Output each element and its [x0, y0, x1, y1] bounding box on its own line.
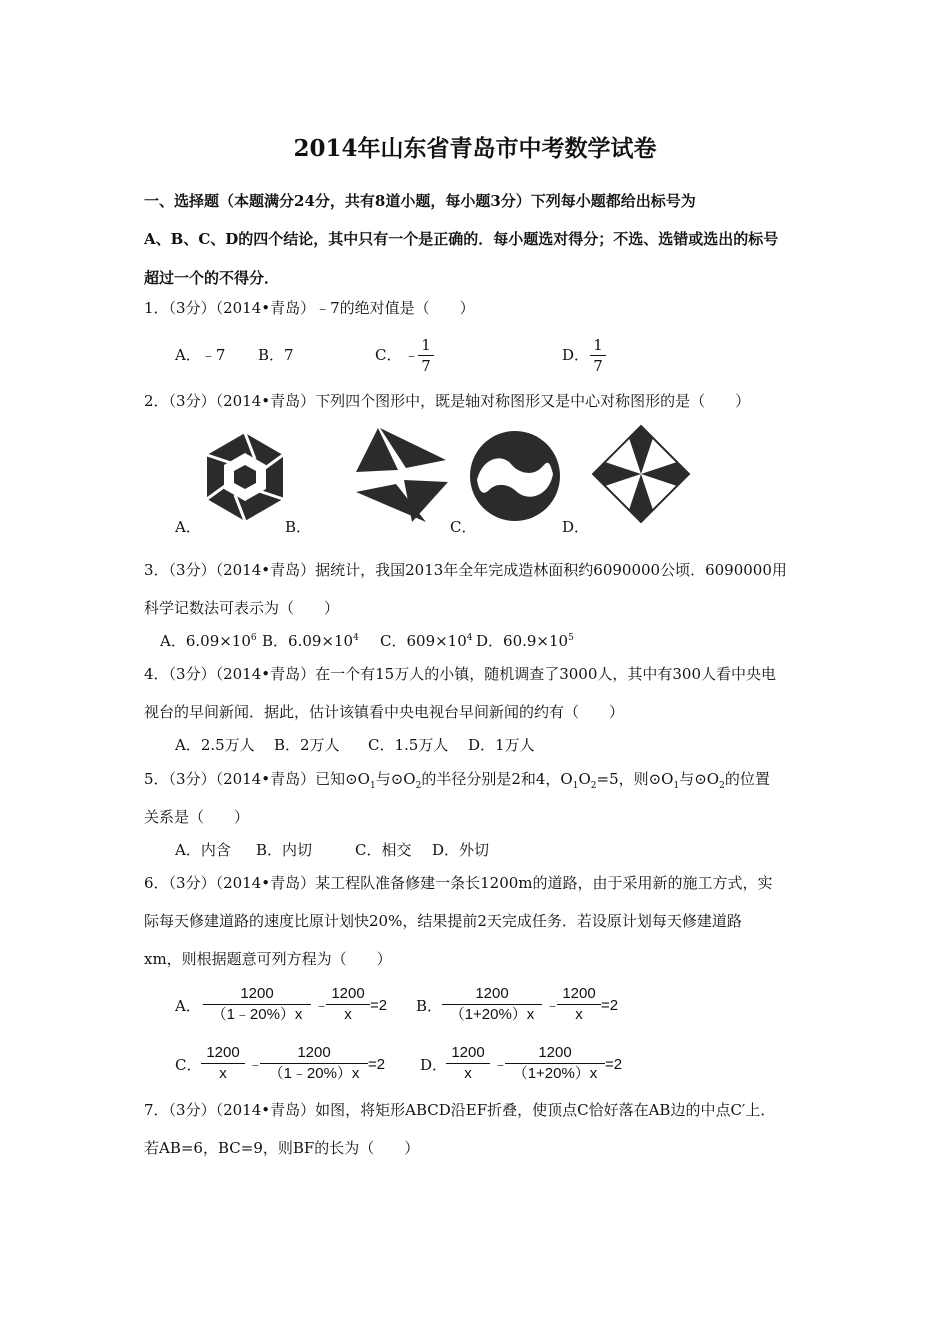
q6-d-fraction-2: 1200 （1+20%）x	[505, 1044, 605, 1083]
q6-option-c: C．	[175, 1056, 202, 1074]
q4-line1: 4．（3分）（2014•青岛）在一个有15万人的小镇，随机调查了3000人，其中有300人看中央电	[144, 665, 777, 683]
q4-option-c: C．1.5万人	[368, 736, 449, 754]
q6-a-fraction-2: 1200 x	[326, 985, 370, 1024]
q2-option-d: D．	[562, 518, 590, 536]
q3-option-d: D．$60.9\times 10^5$	[476, 632, 574, 650]
q3-line1: 3．（3分）（2014•青岛）据统计，我国2013年全年完成造林面积约6090000公顷．6090000用	[144, 561, 787, 579]
q5-option-d: D．外切	[432, 841, 490, 859]
q6-a-equals: =2	[370, 997, 388, 1014]
q6-b-equals: =2	[601, 997, 619, 1014]
diamond-pinwheel-figure	[591, 424, 691, 524]
q6-line3: xm，则根据题意可列方程为（ ）	[144, 950, 392, 968]
q3-line2: 科学记数法可表示为（ ）	[144, 599, 340, 617]
q4-option-b: B．2万人	[274, 736, 340, 754]
q6-b-fraction-2: 1200 x	[557, 985, 601, 1024]
page-title: 2014年山东省青岛市中考数学试卷	[293, 135, 657, 162]
q6-line1: 6．（3分）（2014•青岛）某工程队准备修建一条长1200m的道路，由于采用新的施工方式，实	[144, 874, 773, 892]
q4-option-d: D．1万人	[468, 736, 535, 754]
section-intro-line1: 一、选择题（本题满分24分，共有8道小题，每小题3分）下列每小题都给出标号为	[144, 192, 696, 210]
q6-c-equals: =2	[368, 1056, 386, 1073]
q1-stem: 1．（3分）（2014•青岛）﹣7的绝对值是（ ）	[144, 299, 475, 317]
q6-line2: 际每天修建道路的速度比原计划快20%，结果提前2天完成任务．若设原计划每天修建道路	[144, 912, 742, 930]
fraction-numerator: 1	[421, 336, 431, 354]
q6-a-fraction-1: 1200 （1﹣20%）x	[203, 985, 311, 1024]
fraction-numerator: 1	[593, 336, 603, 354]
q6-option-d: D．	[420, 1056, 448, 1074]
fraction-denominator: 7	[421, 357, 431, 375]
q6-d-minus: ﹣	[493, 1056, 509, 1073]
q4-line2: 视台的早间新闻．据此，估计该镇看中央电视台早间新闻的约有（ ）	[144, 703, 625, 721]
q6-option-a: A．	[175, 997, 201, 1015]
q5-line2: 关系是（ ）	[144, 808, 250, 826]
q3-option-b: B．$6.09\times 10^4$	[262, 632, 359, 650]
q1-option-d: D．	[562, 346, 590, 364]
q6-c-fraction-2: 1200 （1﹣20%）x	[260, 1044, 368, 1083]
q6-b-fraction-1: 1200 （1+20%）x	[442, 985, 542, 1024]
q7-line1: 7．（3分）（2014•青岛）如图，将矩形ABCD沿EF折叠，使顶点C恰好落在AB边的中点C′上．	[144, 1101, 776, 1119]
q1-option-c: C．	[375, 346, 402, 364]
q2-option-a: A．	[175, 518, 201, 536]
q6-c-fraction-1: 1200 x	[201, 1044, 245, 1083]
q1-option-d-fraction	[590, 336, 606, 375]
q6-d-fraction-1: 1200 x	[446, 1044, 490, 1083]
q6-d-equals: =2	[605, 1056, 623, 1073]
pinwheel-triangles-figure	[354, 426, 450, 524]
q1-option-b: B．7	[258, 346, 294, 364]
hexagon-knot-figure	[203, 431, 287, 523]
q2-stem: 2．（3分）（2014•青岛）下列四个图形中，既是轴对称图形又是中心对称图形的是（ ）	[144, 392, 751, 410]
q6-a-minus: ﹣	[314, 997, 330, 1014]
q1-option-c-fraction	[418, 336, 434, 375]
fraction-denominator: 7	[593, 357, 603, 375]
q5-option-b: B．内切	[256, 841, 313, 859]
q4-option-a: A．2.5万人	[175, 736, 255, 754]
q7-line2: 若AB=6，BC=9，则BF的长为（ ）	[144, 1139, 420, 1157]
q6-b-minus: ﹣	[545, 997, 561, 1014]
q6-c-minus: ﹣	[248, 1056, 264, 1073]
swirl-circle-figure	[469, 430, 561, 522]
q5-option-a: A．内含	[175, 841, 231, 859]
q1-option-a: A．﹣7	[175, 346, 226, 364]
section-intro-line2: A、B、C、D的四个结论，其中只有一个是正确的．每小题选对得分；不选、选错或选出的标号	[144, 230, 779, 248]
section-intro-line3: 超过一个的不得分．	[144, 269, 280, 287]
q1-option-c-sign: ﹣	[404, 346, 420, 364]
q2-option-b: B．	[285, 518, 312, 536]
q3-option-a: A．$6.09\times 10^6$	[160, 632, 257, 650]
q6-option-b: B．	[416, 997, 443, 1015]
q5-line1: 5．（3分）（2014•青岛）已知$⊙O_1$与$⊙O_2$的半径分别是2和4，$O_1O_2=5$，则$⊙O_1$与$⊙O_2$的位置	[144, 770, 770, 791]
q3-option-c: C．$609\times 10^4$	[380, 632, 473, 650]
q5-option-c: C．相交	[355, 841, 412, 859]
q2-option-c: C．	[450, 518, 477, 536]
